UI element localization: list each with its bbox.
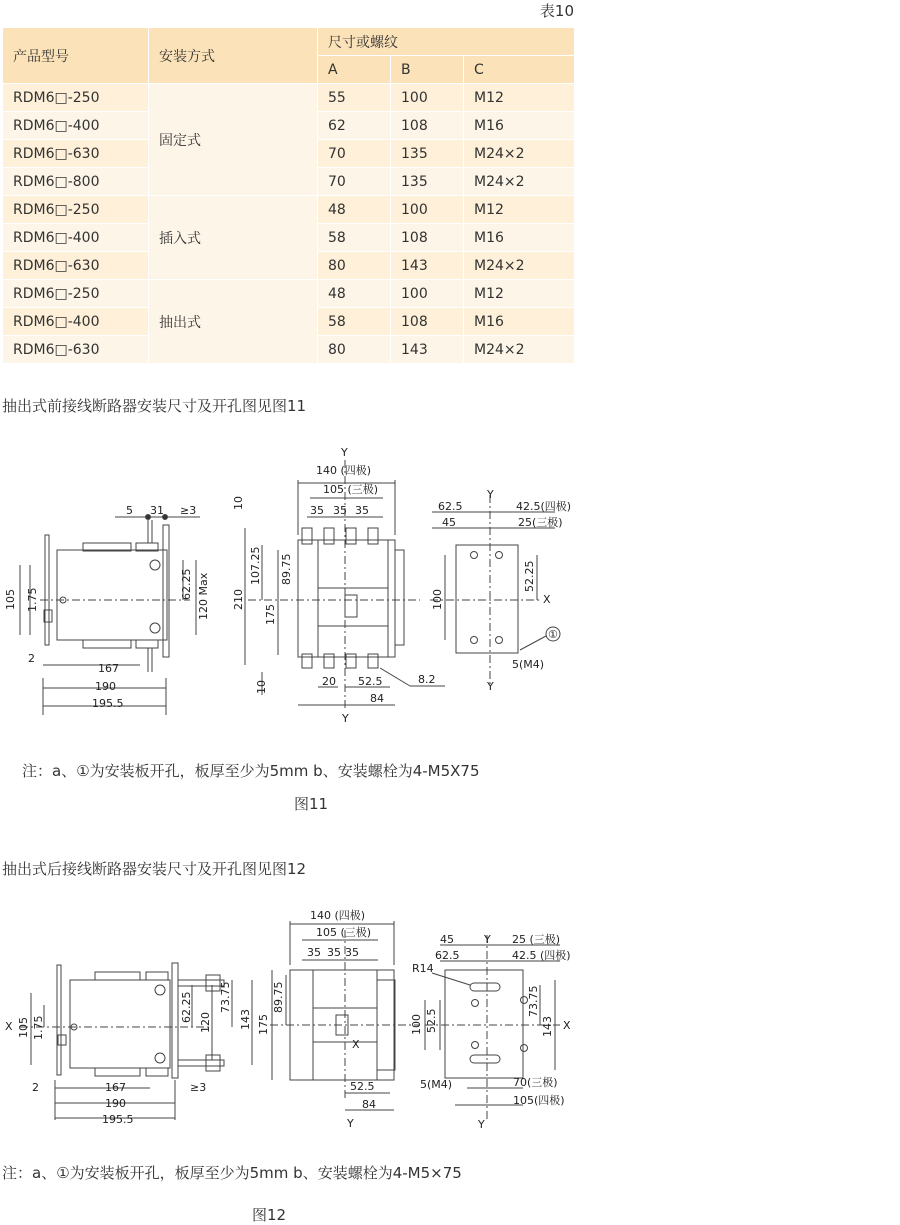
- f11-side-d120: 120 Max: [197, 572, 210, 620]
- f12-front-d175: 175: [257, 1014, 270, 1035]
- f11-side-d6225: 62.25: [180, 568, 193, 600]
- f11-front-d10a: 10: [232, 496, 245, 510]
- cell-c: M24×2: [464, 252, 575, 280]
- f11-front-y: Y: [341, 446, 348, 459]
- cell-b: 108: [391, 308, 464, 336]
- f12-side-d143: 143: [239, 1009, 252, 1030]
- cell-b: 108: [391, 224, 464, 252]
- f12-cut-x: X: [563, 1019, 571, 1032]
- table-row: [3, 196, 575, 224]
- cell-b: 100: [391, 196, 464, 224]
- cell-model: RDM6□-250: [3, 84, 149, 112]
- cell-b: 108: [391, 112, 464, 140]
- cell-b: 143: [391, 336, 464, 364]
- cell-model: RDM6□-250: [3, 196, 149, 224]
- header-a: A: [318, 56, 391, 84]
- f12-front-d84: 84: [362, 1098, 376, 1111]
- f12-front-d35a: 35: [307, 946, 321, 959]
- f12-side-d175: 1.75: [32, 1015, 45, 1040]
- header-model: 产品型号: [3, 28, 149, 84]
- f11-side-d190: 190: [95, 680, 116, 693]
- cell-a: 70: [318, 140, 391, 168]
- f11-cut-m4: 5(M4): [512, 658, 545, 671]
- cell-b: 135: [391, 140, 464, 168]
- f12-cut-d25: 25 (三极): [512, 933, 561, 946]
- f11-side-dge3: ≥3: [180, 504, 197, 517]
- f11-cut-d5225: 52.25: [523, 560, 536, 592]
- cell-model: RDM6□-250: [3, 280, 149, 308]
- section11-heading: 抽出式前接线断路器安装尺寸及开孔图见图11: [2, 397, 307, 415]
- f11-cut-d625: 62.5: [438, 500, 463, 513]
- f11-cut-y: Y: [487, 488, 494, 501]
- f11-front-d10b: 10: [255, 680, 268, 694]
- f11-side-d5: 5: [126, 504, 133, 517]
- cell-b: 100: [391, 280, 464, 308]
- f12-side-d167: 167: [105, 1081, 126, 1094]
- cell-a: 70: [318, 168, 391, 196]
- table-row: [3, 84, 575, 112]
- f11-front-d525: 52.5: [358, 675, 383, 688]
- f11-cut-d425: 42.5(四极): [516, 500, 572, 513]
- f12-side-d6225: 62.25: [180, 991, 193, 1023]
- cell-a: 55: [318, 84, 391, 112]
- f11-front-d105: 105 (三极): [323, 483, 379, 496]
- f12-cut-d525: 52.5: [425, 1008, 438, 1033]
- f11-cut-x: X: [543, 593, 551, 606]
- f12-cut-y2: Y: [478, 1118, 485, 1131]
- f12-side-dge3: ≥3: [190, 1081, 207, 1094]
- cell-a: 58: [318, 224, 391, 252]
- cell-model: RDM6□-400: [3, 308, 149, 336]
- f12-side-d190: 190: [105, 1097, 126, 1110]
- f11-front-d82: 8.2: [418, 673, 436, 686]
- f11-front-y2: Y: [342, 712, 349, 725]
- section12-heading: 抽出式后接线断路器安装尺寸及开孔图见图12: [2, 860, 307, 878]
- cell-b: 135: [391, 168, 464, 196]
- cell-a: 48: [318, 196, 391, 224]
- f11-front-d20: 20: [322, 675, 336, 688]
- f11-cut-d25: 25(三极): [518, 516, 563, 529]
- f11-front-d8975: 89.75: [280, 553, 293, 585]
- f11-side-d31: 31: [150, 504, 164, 517]
- f12-cut-d625: 62.5: [435, 949, 460, 962]
- figure12-caption: 图12: [252, 1206, 287, 1224]
- cell-c: M16: [464, 308, 575, 336]
- cell-c: M16: [464, 224, 575, 252]
- f12-cut-m4: 5(M4): [420, 1078, 453, 1091]
- f11-side-d2: 2: [28, 652, 35, 665]
- f11-front-d35a: 35: [310, 504, 324, 517]
- cell-c: M24×2: [464, 140, 575, 168]
- cell-model: RDM6□-400: [3, 224, 149, 252]
- cell-c: M12: [464, 84, 575, 112]
- f11-front-d175: 175: [264, 604, 277, 625]
- f12-cut-d70: 70(三极): [513, 1076, 558, 1089]
- cell-c: M12: [464, 280, 575, 308]
- cell-mount: 插入式: [149, 196, 318, 280]
- cell-mount: 抽出式: [149, 280, 318, 364]
- cell-model: RDM6□-630: [3, 252, 149, 280]
- f12-front-d35c: 35: [345, 946, 359, 959]
- f11-side-d1955: 195.5: [92, 697, 124, 710]
- f11-cut-d45: 45: [442, 516, 456, 529]
- f12-side-x: X: [5, 1020, 13, 1033]
- f12-cut-d143: 143: [541, 1016, 554, 1037]
- f12-front-y: Y: [347, 1117, 354, 1130]
- f11-front-d140: 140 (四极): [316, 464, 372, 477]
- cell-c: M24×2: [464, 336, 575, 364]
- f11-cut-d100: 100: [431, 589, 444, 610]
- f12-cut-r14: R14: [412, 962, 434, 975]
- f12-front-d140: 140 (四极): [310, 909, 366, 922]
- f12-front-x: X: [352, 1038, 360, 1051]
- spec-table: [2, 27, 575, 364]
- table-header-row: [3, 28, 575, 56]
- f11-cut-y2: Y: [487, 680, 494, 693]
- cell-model: RDM6□-630: [3, 140, 149, 168]
- f12-cut-d45: 45: [440, 933, 454, 946]
- header-c: C: [464, 56, 575, 84]
- figure12-drawing: [0, 905, 900, 1135]
- cell-model: RDM6□-400: [3, 112, 149, 140]
- f12-front-d105: 105 (三极): [316, 926, 372, 939]
- figure11-drawing: [0, 440, 900, 730]
- cell-b: 143: [391, 252, 464, 280]
- f12-cut-y: Y: [484, 933, 491, 946]
- f12-cut-d7375: 73.75: [527, 985, 540, 1017]
- cell-a: 48: [318, 280, 391, 308]
- f11-front-d10725: 107.25: [249, 546, 262, 585]
- f12-front-d35b: 35: [327, 946, 341, 959]
- cell-mount: 固定式: [149, 84, 318, 196]
- f12-side-d7375: 73.75: [219, 981, 232, 1013]
- cell-a: 80: [318, 252, 391, 280]
- section12-note: 注：a、①为安装板开孔，板厚至少为5mm b、安装螺栓为4-M5×75: [2, 1164, 462, 1182]
- cell-c: M12: [464, 196, 575, 224]
- f11-front-d210: 210: [232, 589, 245, 610]
- section11-note: 注：a、①为安装板开孔，板厚至少为5mm b、安装螺栓为4-M5X75: [22, 762, 480, 780]
- f12-side-d2: 2: [32, 1081, 39, 1094]
- cell-a: 80: [318, 336, 391, 364]
- f11-side-d105: 105: [4, 589, 17, 610]
- figure11-caption: 图11: [294, 795, 329, 813]
- cell-b: 100: [391, 84, 464, 112]
- cell-a: 62: [318, 112, 391, 140]
- table-caption: 表10: [539, 2, 574, 20]
- f12-cut-d105: 105(四极): [513, 1094, 565, 1107]
- header-dims: 尺寸或螺纹: [318, 28, 575, 56]
- f11-side-d167: 167: [98, 662, 119, 675]
- cell-c: M24×2: [464, 168, 575, 196]
- cell-c: M16: [464, 112, 575, 140]
- f12-side-d120: 120: [199, 1012, 212, 1033]
- f12-side-d105: 105: [17, 1017, 30, 1038]
- cell-a: 58: [318, 308, 391, 336]
- cell-model: RDM6□-630: [3, 336, 149, 364]
- f11-cut-c1: ①: [548, 628, 558, 641]
- f12-front-d525: 52.5: [350, 1080, 375, 1093]
- f11-front-d35b: 35: [333, 504, 347, 517]
- f12-front-d8975: 89.75: [272, 981, 285, 1013]
- cell-model: RDM6□-800: [3, 168, 149, 196]
- f12-cut-d425: 42.5 (四极): [512, 949, 571, 962]
- f11-side-d175: 1.75: [26, 587, 39, 612]
- f11-front-d84: 84: [370, 692, 384, 705]
- header-mount: 安装方式: [149, 28, 318, 84]
- f12-side-d1955: 195.5: [102, 1113, 134, 1126]
- header-b: B: [391, 56, 464, 84]
- f12-cut-d100: 100: [410, 1014, 423, 1035]
- table-row: [3, 280, 575, 308]
- f11-front-d35c: 35: [355, 504, 369, 517]
